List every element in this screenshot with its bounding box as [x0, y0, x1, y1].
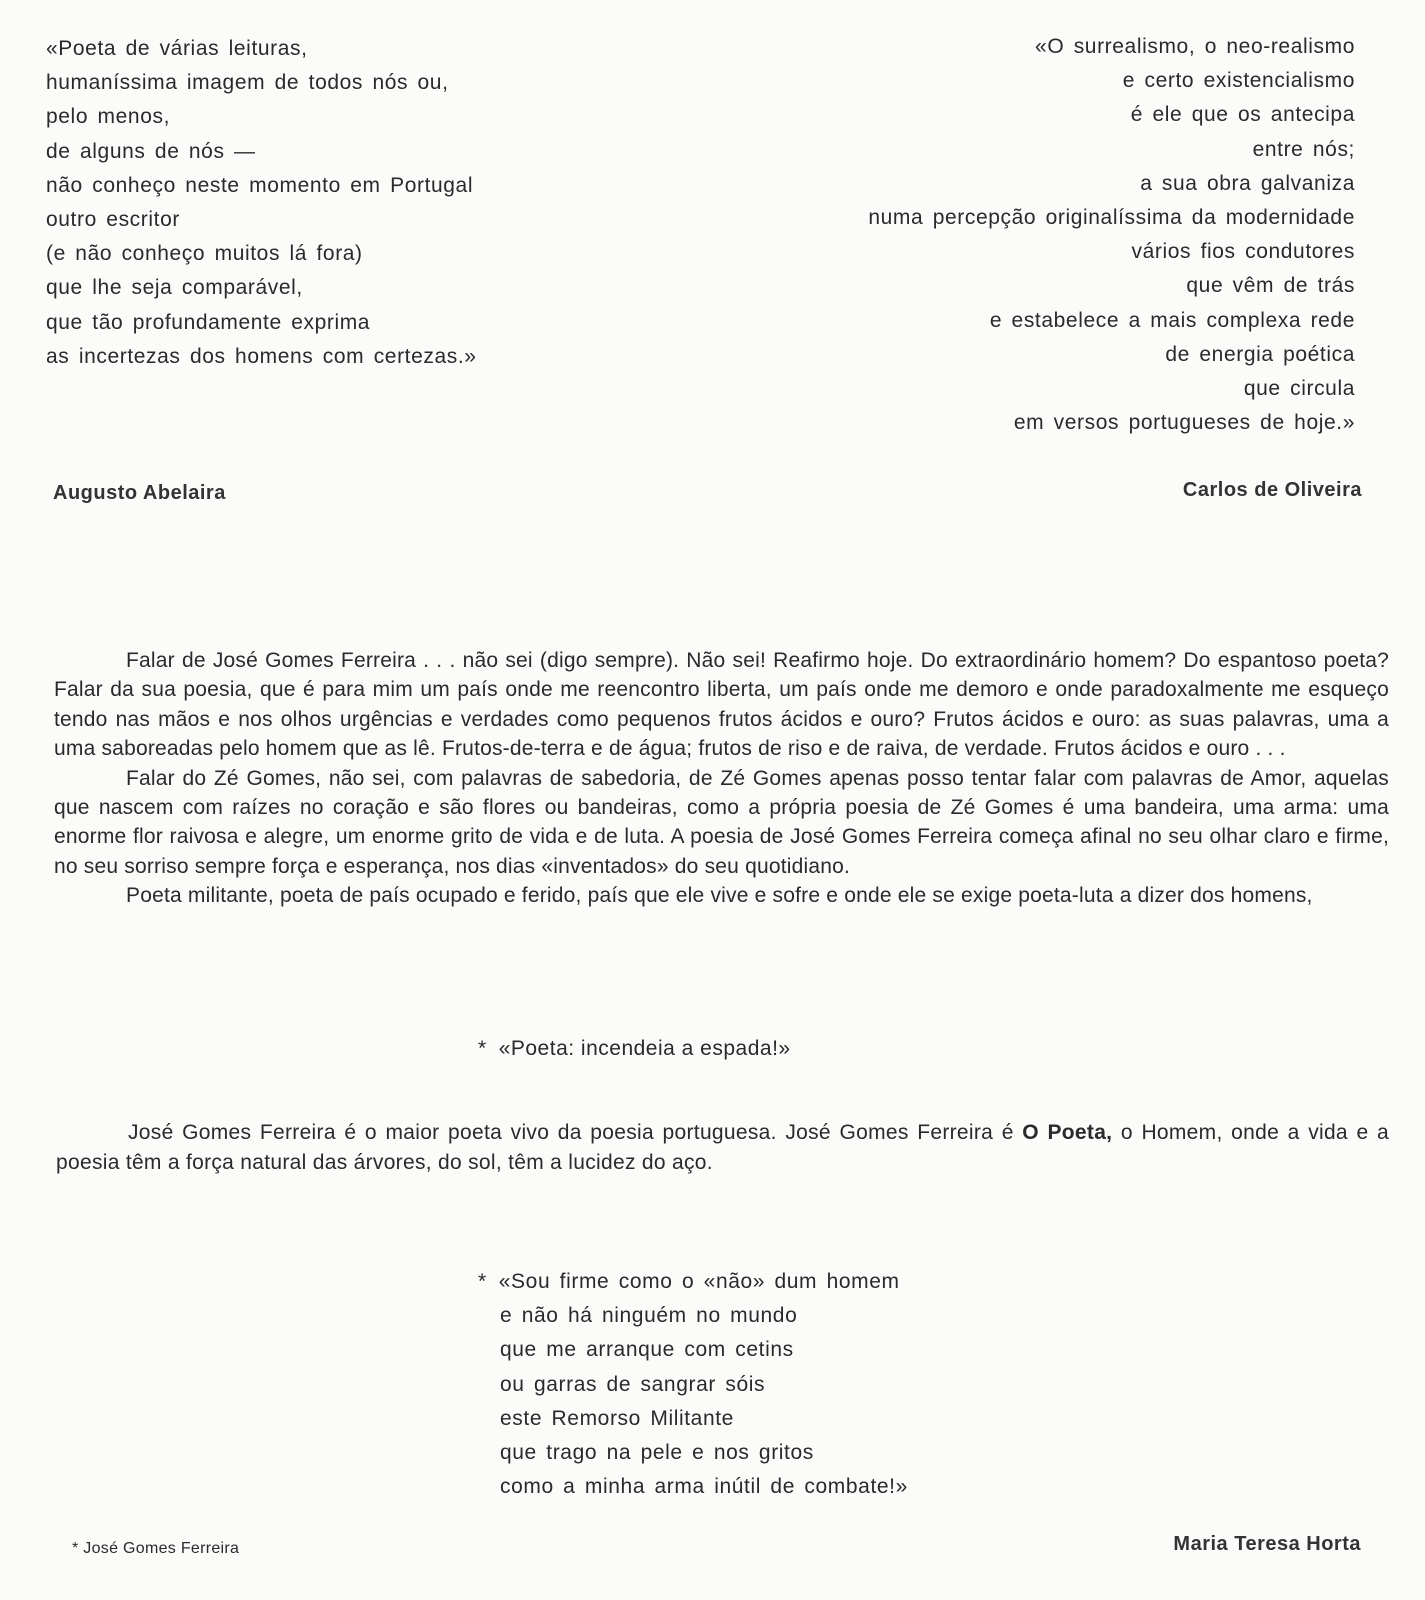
- epigraph: [478, 1037, 791, 1061]
- quote-line: as incertezas dos homens com certezas.»: [46, 344, 477, 368]
- quote-line: numa percepção originalíssima da modernidade: [868, 206, 1355, 230]
- verse-line: [478, 1265, 908, 1299]
- final-verse: [478, 1265, 908, 1504]
- quote-line: e estabelece a mais complexa rede: [989, 308, 1355, 332]
- author-abelaira: Augusto Abelaira: [53, 482, 226, 504]
- verse-line: ou garras de sangrar sóis: [500, 1372, 766, 1396]
- footnote-marker: *: [478, 1037, 487, 1060]
- quote-line: em versos portugueses de hoje.»: [1013, 411, 1355, 435]
- prose-body: [54, 646, 1389, 911]
- prose-paragraph: Poeta militante, poeta de país ocupado e ferido, país que ele vive e sofre e onde ele se exige poeta-luta a dizer dos homens,: [126, 884, 1313, 908]
- verse-line-text: «Sou firme como o «não» dum homem: [498, 1270, 900, 1293]
- quote-line: vários fios condutores: [1131, 240, 1355, 264]
- quote-line: outro escritor: [46, 208, 180, 232]
- quote-line: que vêm de trás: [1186, 274, 1355, 298]
- quote-line: «Poeta de várias leituras,: [46, 37, 308, 60]
- verse-line: como a minha arma inútil de combate!»: [500, 1475, 908, 1499]
- footnote: * José Gomes Ferreira: [72, 1540, 240, 1557]
- author-horta: Maria Teresa Horta: [1173, 1533, 1361, 1555]
- quote-line: entre nós;: [1252, 137, 1355, 161]
- quote-oliveira: [735, 30, 1355, 440]
- footnote-marker: *: [478, 1270, 487, 1293]
- closing-emphasis: O Poeta,: [1022, 1121, 1113, 1144]
- prose-paragraph: Falar de José Gomes Ferreira . . . não sei (digo sempre). Não sei! Reafirmo hoje. Do extraordinário homem? Do espantoso poeta? Falar da sua poesia, que é para mim um país onde me reencontro liberta, um país onde me demoro e onde paradoxalmente me esqueço tendo nas mãos e nos olhos urgências e verdades como pequenos frutos ácidos e ouro? Frutos ácidos e ouro: as suas palavras, uma a uma saboreadas pelo homem que as lê. Frutos-de-terra e de água; frutos de riso e de raiva, de verdade. Frutos ácidos e ouro . . .: [54, 649, 1389, 761]
- epigraph-text: «Poeta: incendeia a espada!»: [498, 1037, 791, 1060]
- closing-text: o Homem, onde a vida e a poesia têm a força natural das árvores, do sol, têm a lucidez do aço.: [56, 1121, 1390, 1174]
- quote-line: que tão profundamente exprima: [46, 310, 371, 334]
- verse-line: e não há ninguém no mundo: [500, 1304, 798, 1328]
- closing-paragraph: [56, 1118, 1389, 1178]
- quote-line: de energia poética: [1165, 342, 1355, 366]
- verse-line: que me arranque com cetins: [500, 1338, 794, 1362]
- quote-line: a sua obra galvaniza: [1140, 171, 1355, 195]
- quote-line: humaníssima imagem de todos nós ou,: [46, 71, 449, 95]
- quote-line: que circula: [1243, 377, 1355, 401]
- prose-paragraph: Falar do Zé Gomes, não sei, com palavras de sabedoria, de Zé Gomes apenas posso tentar falar com palavras de Amor, aquelas que nascem com raízes no coração e são flores ou bandeiras, como a própria poesia de Zé Gomes é uma bandeira, uma arma: uma enorme flor raivosa e alegre, um enorme grito de vida e de luta. A poesia de José Gomes Ferreira começa afinal no seu olhar claro e firme, no seu sorriso sempre força e esperança, nos dias «inventados» do seu quotidiano.: [54, 766, 1389, 878]
- author-oliveira: Carlos de Oliveira: [1182, 479, 1362, 501]
- verse-line: este Remorso Militante: [500, 1406, 734, 1430]
- quote-line: é ele que os antecipa: [1130, 103, 1355, 127]
- quote-line: (e não conheço muitos lá fora): [46, 242, 363, 266]
- verse-line: que trago na pele e nos gritos: [500, 1441, 814, 1465]
- quote-line: pelo menos,: [46, 105, 171, 129]
- quote-line: e certo existencialismo: [1122, 69, 1355, 93]
- quote-line: que lhe seja comparável,: [46, 276, 303, 300]
- quote-line: de alguns de nós —: [46, 139, 256, 163]
- quote-line: não conheço neste momento em Portugal: [46, 173, 474, 197]
- quote-line: «O surrealismo, o neo-realismo: [1035, 35, 1355, 58]
- closing-text: José Gomes Ferreira é o maior poeta vivo da poesia portuguesa. José Gomes Ferreira é: [128, 1121, 1014, 1144]
- quote-abelaira: [46, 32, 566, 374]
